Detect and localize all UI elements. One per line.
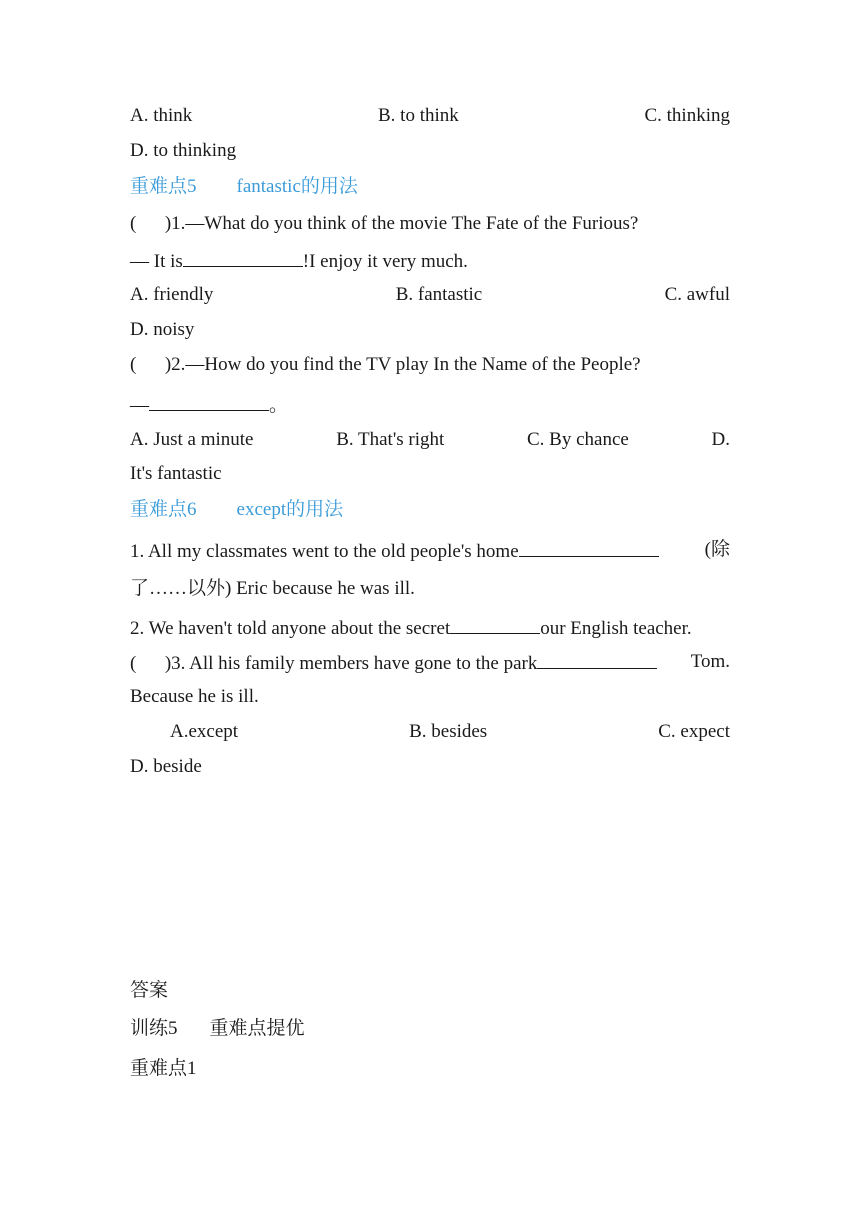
q2-blank[interactable] <box>149 392 269 411</box>
q1-paren: ( ) <box>130 213 172 234</box>
q1-blank[interactable] <box>183 248 303 267</box>
section5-label: 重难点5 <box>130 176 197 197</box>
training-subtitle: 重难点提优 <box>209 1018 305 1039</box>
option-d: D. to thinking <box>130 140 237 161</box>
answers-training-line <box>130 1017 730 1041</box>
q1-reply-post: !I enjoy it very much. <box>302 251 468 272</box>
q1-prompt-line <box>130 212 730 236</box>
option-b: B. fantastic <box>395 284 483 305</box>
option-c: C. By chance <box>526 429 629 450</box>
item2-blank[interactable] <box>450 615 540 634</box>
option-d: D. noisy <box>130 319 195 340</box>
item2-line <box>130 615 730 641</box>
section6-label: 重难点6 <box>130 499 197 520</box>
q2-reply-line <box>130 392 730 418</box>
q3-paren: ( ) <box>130 653 172 674</box>
section6-title: except的用法 <box>236 499 344 520</box>
q1-prompt: 1.—What do you think of the movie The Fate of the Furious? <box>171 213 639 234</box>
q2-options <box>130 428 730 452</box>
option-d: D. beside <box>130 756 202 777</box>
option-a: A. Just a minute <box>130 429 254 450</box>
section5-heading <box>130 175 730 199</box>
option-b: B. That's right <box>336 429 445 450</box>
answers-title: 答案 <box>130 980 169 1001</box>
q2-reply-pre: — <box>130 395 149 416</box>
q2-paren: ( ) <box>130 354 172 375</box>
item2-post: our English teacher. <box>540 618 692 639</box>
option-a: A.except <box>170 721 239 742</box>
option-c: C. thinking <box>644 105 730 126</box>
q3-options <box>130 720 730 744</box>
q3-cont: Because he is ill. <box>130 686 259 707</box>
training-label: 训练5 <box>130 1018 178 1039</box>
option-a: A. think <box>130 105 193 126</box>
option-d-continued: It's fantastic <box>130 463 222 484</box>
option-c: C. expect <box>658 721 730 742</box>
q2-reply-post: 。 <box>269 395 289 416</box>
item1-pre: 1. All my classmates went to the old people's home <box>130 541 519 562</box>
answers-point1: 重难点1 <box>130 1058 197 1079</box>
item2-pre: 2. We haven't told anyone about the secret <box>130 618 451 639</box>
q2-prompt-line <box>130 353 730 377</box>
section6-heading <box>130 498 730 522</box>
option-b: B. besides <box>409 721 488 742</box>
q3-post: Tom. <box>690 651 730 672</box>
section5-title: fantastic的用法 <box>236 176 358 197</box>
option-c: C. awful <box>664 284 730 305</box>
prev-question-options <box>130 104 730 128</box>
option-a: A. friendly <box>130 284 214 305</box>
q1-reply-pre: — It is <box>130 251 183 272</box>
item1-cont: 了……以外) Eric because he was ill. <box>130 578 415 599</box>
q2-prompt: 2.—How do you find the TV play In the Name of the People? <box>171 354 641 375</box>
q3-pre: 3. All his family members have gone to the park <box>171 653 538 674</box>
option-b: B. to think <box>378 105 459 126</box>
q3-line <box>130 650 730 676</box>
q1-reply-line <box>130 248 730 274</box>
q1-options <box>130 283 730 307</box>
item1-blank[interactable] <box>519 538 659 557</box>
item1-line <box>130 538 730 564</box>
option-d-label: D. <box>711 429 730 450</box>
q3-blank[interactable] <box>537 650 657 669</box>
item1-post: (除 <box>704 539 730 560</box>
